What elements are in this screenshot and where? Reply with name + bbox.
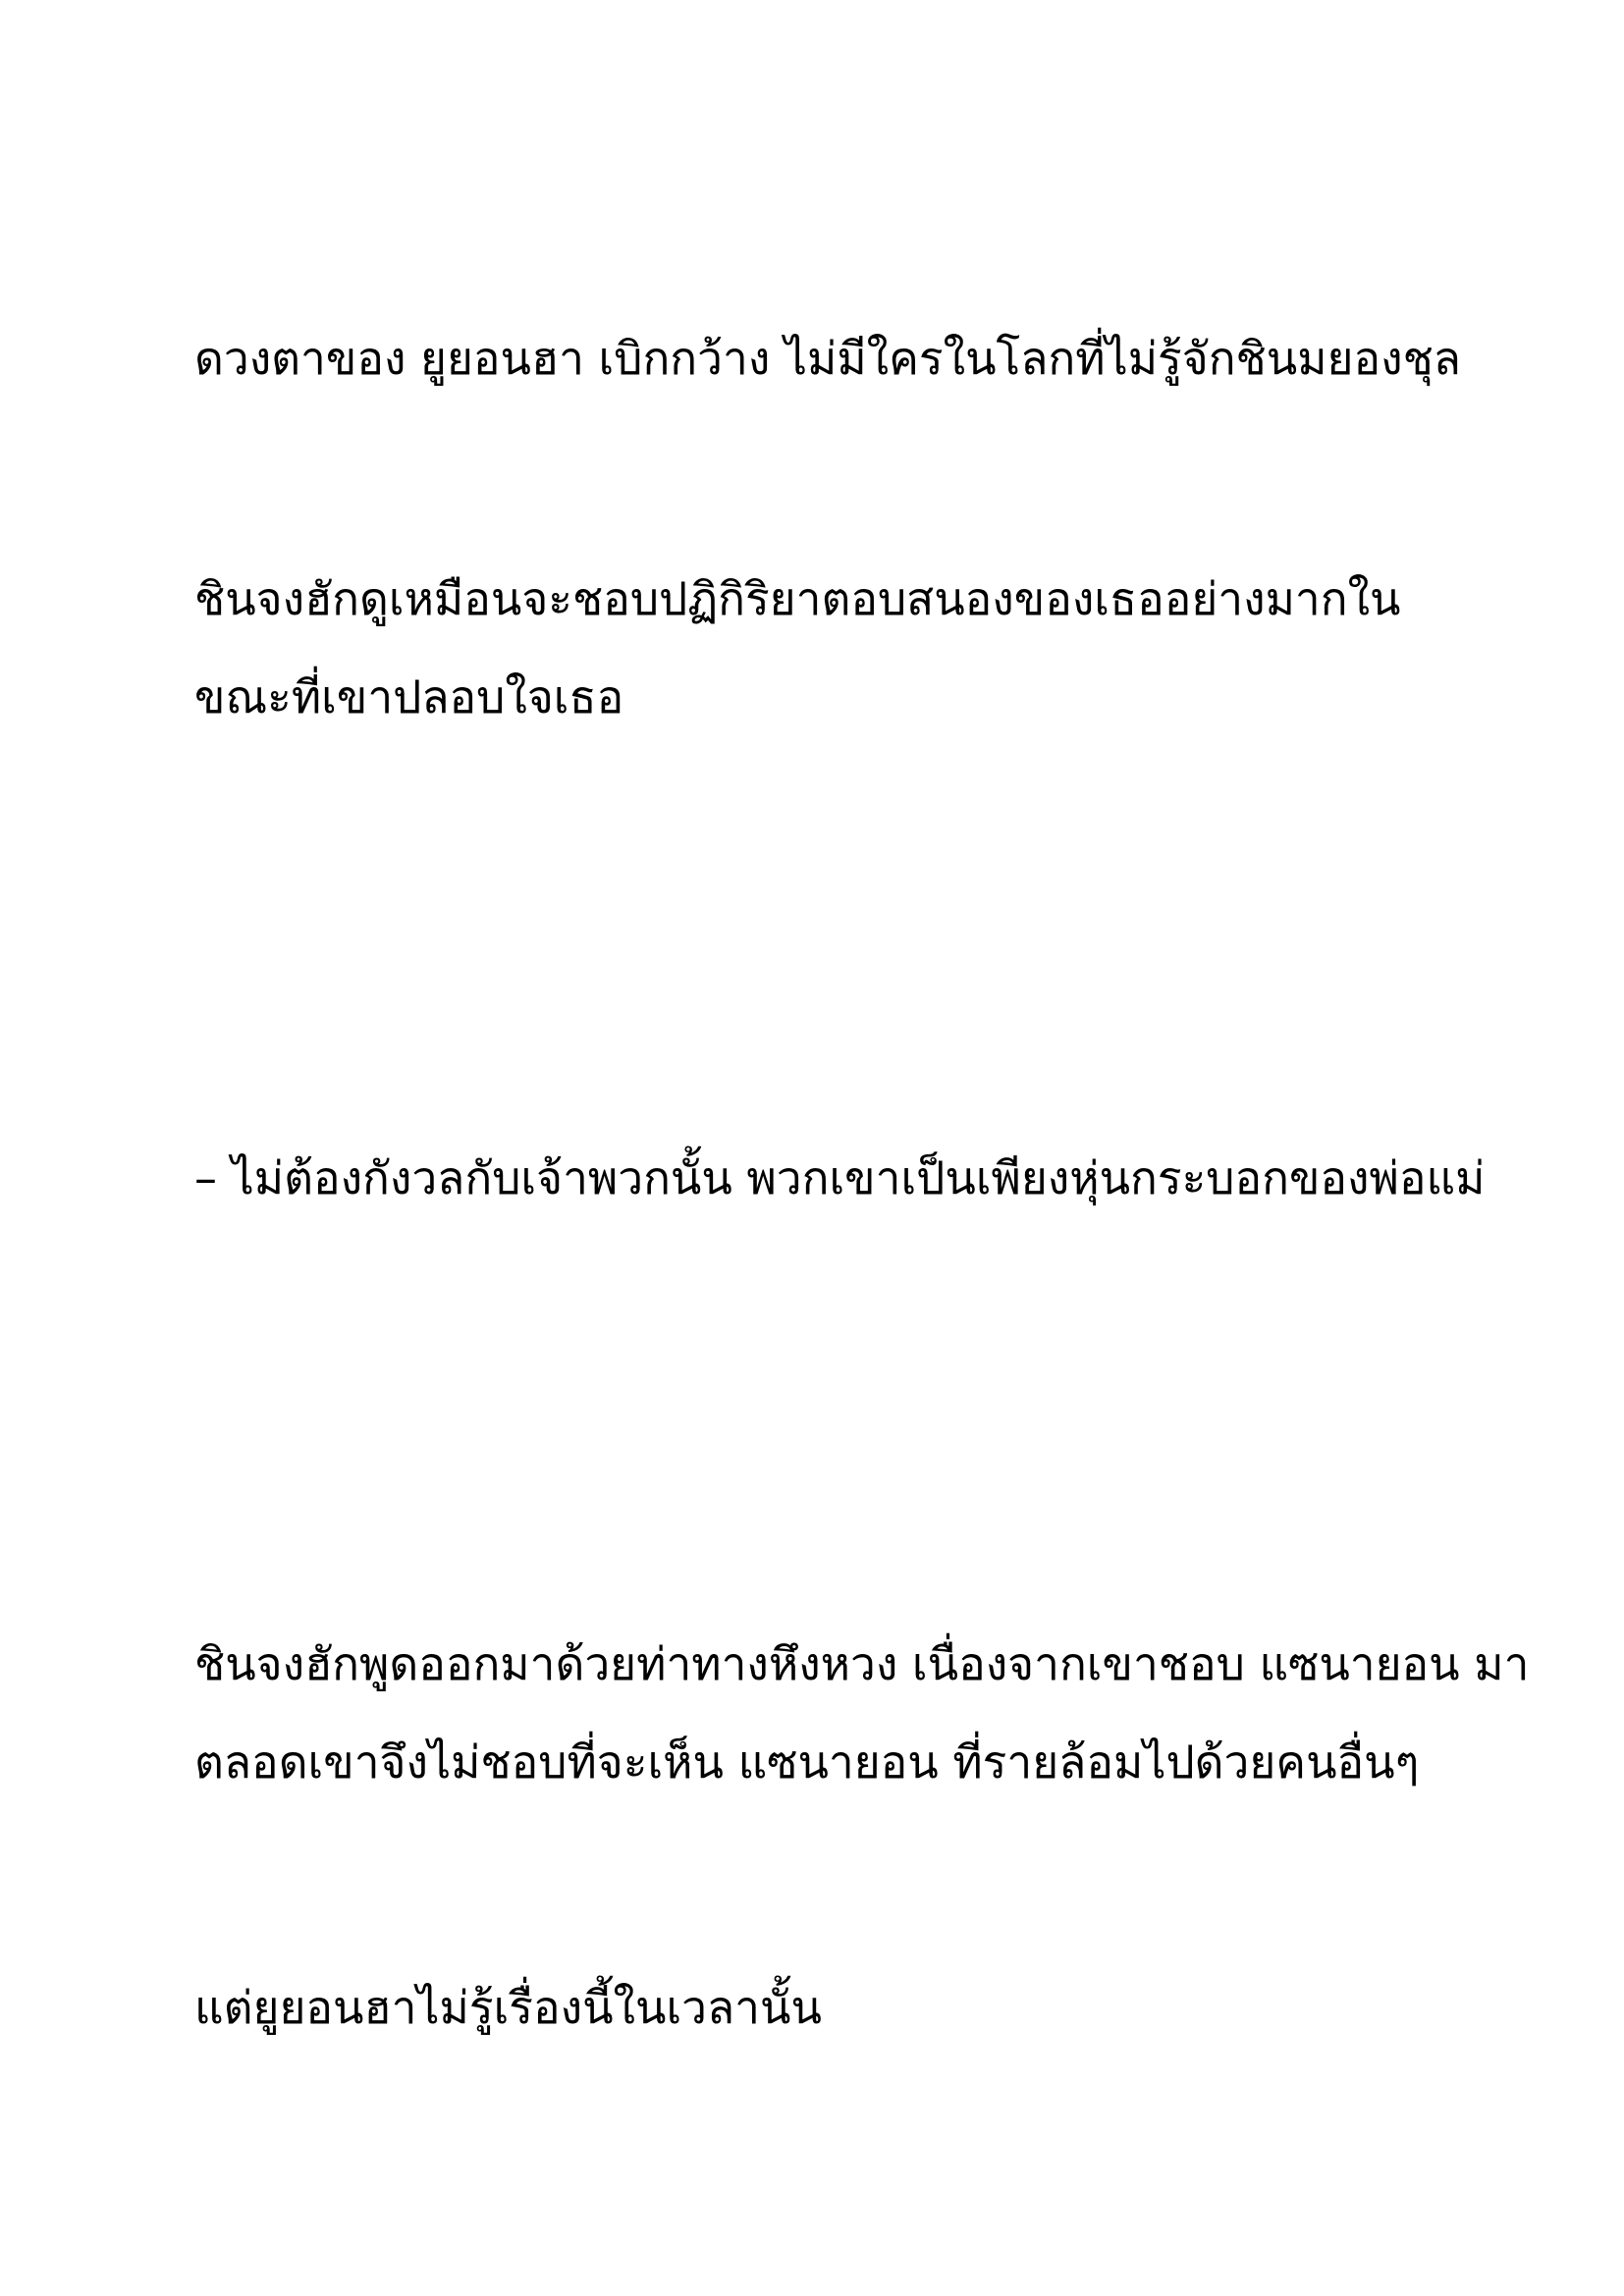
paragraph-line: ชินจงฮักดูเหมือนจะชอบปฏิกิริยาตอบสนองของเธออย่างมากใน (194, 572, 1401, 625)
paragraph-line: แต่ยูยอนฮาไม่รู้เรื่องนี้ในเวลานั้น (194, 1981, 822, 2034)
paragraph-line: ตลอดเขาจึงไม่ชอบที่จะเห็น แซนายอน ที่รายล้อมไปด้วยคนอื่นๆ (194, 1735, 1420, 1789)
paragraph-line: ขณะที่เขาปลอบใจเธอ (194, 670, 624, 723)
paragraph-line: ดวงตาของ ยูยอนฮา เบิกกว้าง ไม่มีใครในโลกที่ไม่รู้จักชินมยองชุล (194, 332, 1461, 385)
paragraph-line: ชินจงฮักพูดออกมาด้วยท่าทางหึงหวง เนื่องจากเขาชอบ แซนายอน มา (194, 1637, 1530, 1690)
dialogue-line: – ไม่ต้องกังวลกับเจ้าพวกนั้น พวกเขาเป็นเพียงหุ่นกระบอกของพ่อแม่ (194, 1151, 1486, 1204)
